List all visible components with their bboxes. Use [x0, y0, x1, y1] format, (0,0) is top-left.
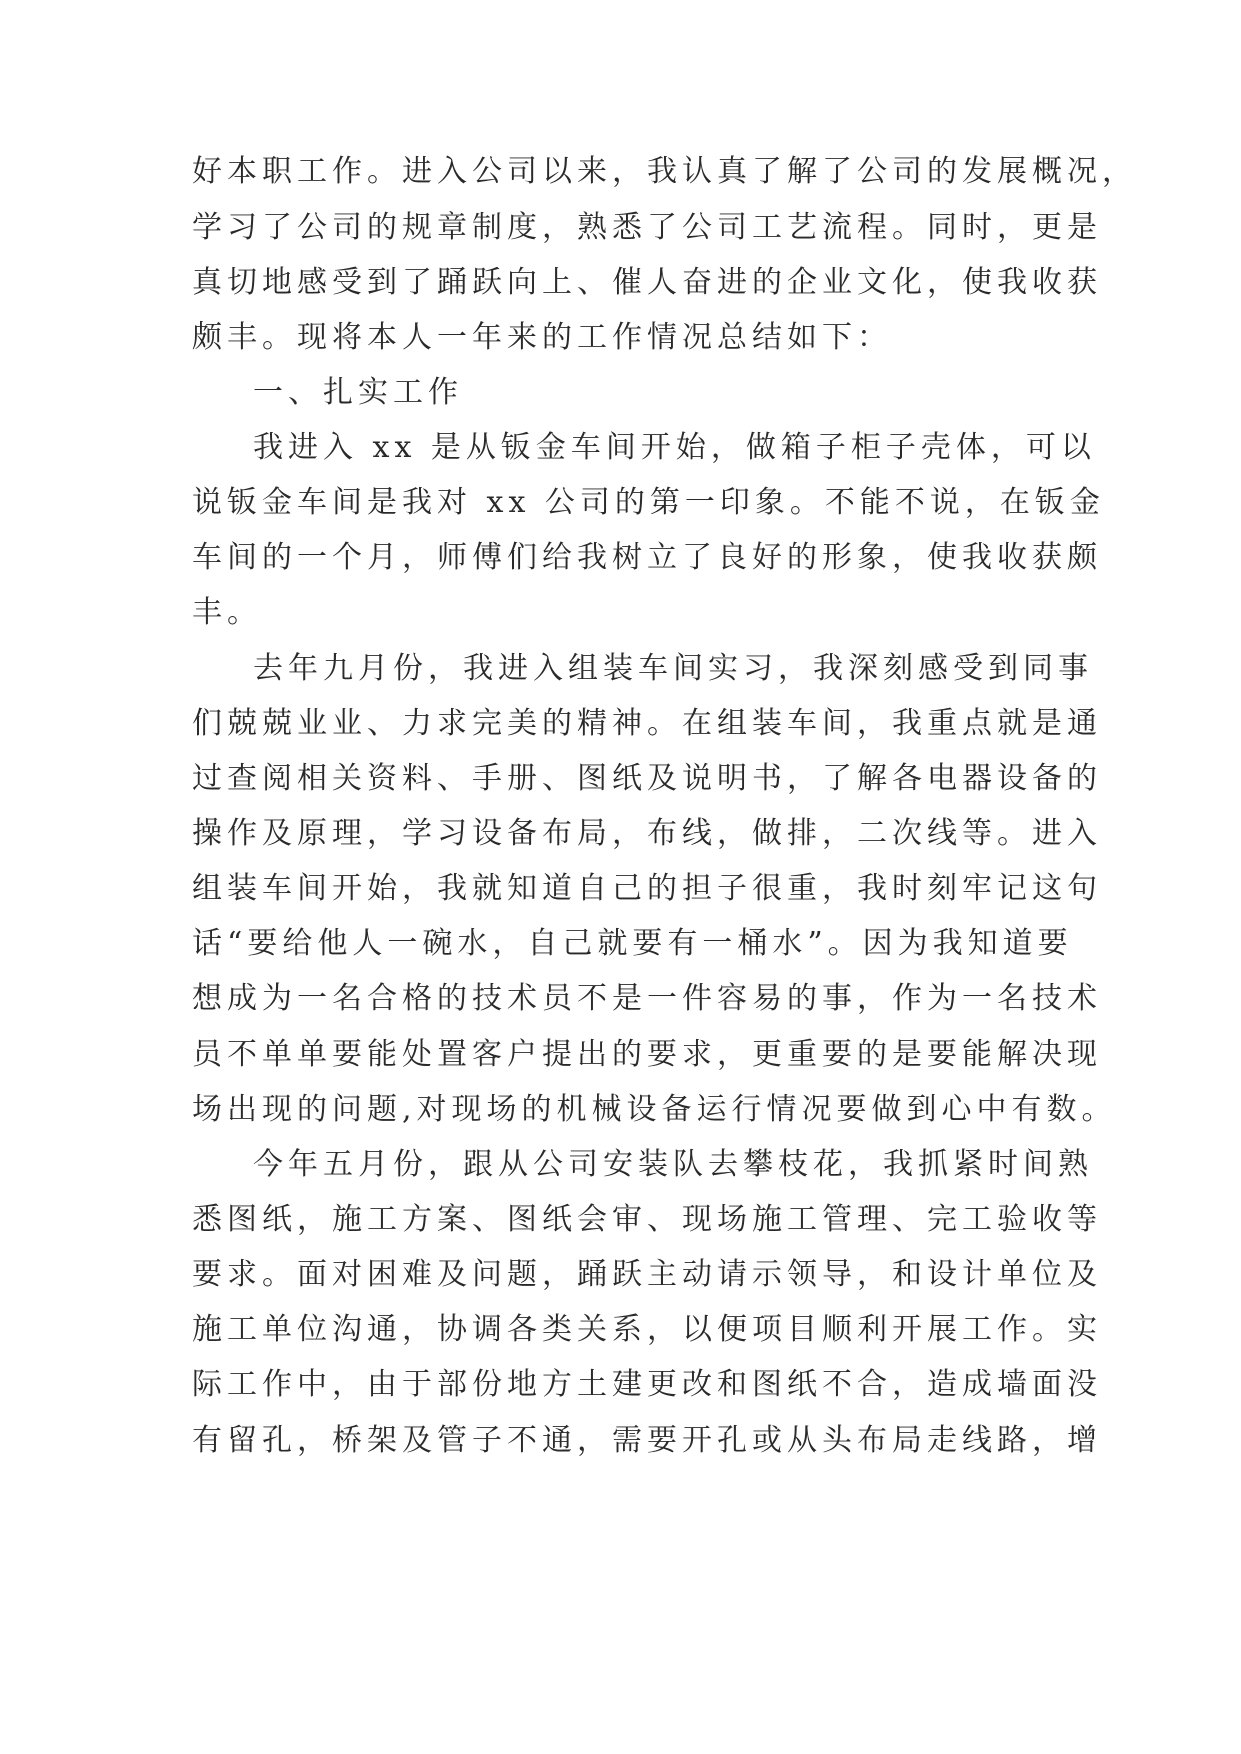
text-line: 车间的一个月，师傅们给我树立了良好的形象，使我收获颇 — [192, 540, 1102, 575]
text-line: 员不单单要能处置客户提出的要求，更重要的是要能解决现 — [192, 1037, 1102, 1072]
text-line: 好本职工作。进入公司以来，我认真了解了公司的发展概况， — [192, 154, 1137, 189]
text-line: 要求。面对困难及问题，踊跃主动请示领导，和设计单位及 — [192, 1257, 1102, 1292]
text-line: 们兢兢业业、力求完美的精神。在组装车间，我重点就是通 — [192, 706, 1102, 741]
text-line: 过查阅相关资料、手册、图纸及说明书，了解各电器设备的 — [192, 761, 1102, 796]
section-heading: 一、扎实工作 — [253, 375, 463, 410]
text-line: 学习了公司的规章制度，熟悉了公司工艺流程。同时，更是 — [192, 210, 1102, 245]
text-line: 我进入 xx 是从钣金车间开始，做箱子柜子壳体，可以 — [253, 430, 1096, 465]
text-line: 想成为一名合格的技术员不是一件容易的事，作为一名技术 — [192, 981, 1102, 1016]
text-line: 话“要给他人一碗水，自己就要有一桶水”。因为我知道要 — [192, 926, 1073, 961]
text-line: 有留孔，桥架及管子不通，需要开孔或从头布局走线路，增 — [192, 1423, 1102, 1458]
text-line: 操作及原理，学习设备布局，布线，做排，二次线等。进入 — [192, 816, 1102, 851]
text-line: 颇丰。现将本人一年来的工作情况总结如下： — [192, 320, 892, 355]
text-line: 说钣金车间是我对 xx 公司的第一印象。不能不说，在钣金 — [192, 485, 1105, 520]
text-line: 组装车间开始，我就知道自己的担子很重，我时刻牢记这句 — [192, 871, 1102, 906]
text-line: 施工单位沟通，协调各类关系，以便项目顺利开展工作。实 — [192, 1312, 1102, 1347]
text-line: 去年九月份，我进入组装车间实习，我深刻感受到同事 — [253, 651, 1093, 686]
text-line: 场出现的问题,对现场的机械设备运行情况要做到心中有数。 — [192, 1092, 1117, 1127]
text-line: 真切地感受到了踊跃向上、催人奋进的企业文化，使我收获 — [192, 265, 1102, 300]
text-line: 悉图纸，施工方案、图纸会审、现场施工管理、完工验收等 — [192, 1202, 1102, 1237]
text-line: 丰。 — [192, 595, 262, 630]
text-line: 今年五月份，跟从公司安装队去攀枝花，我抓紧时间熟 — [253, 1147, 1093, 1182]
text-line: 际工作中，由于部份地方土建更改和图纸不合，造成墙面没 — [192, 1367, 1102, 1402]
